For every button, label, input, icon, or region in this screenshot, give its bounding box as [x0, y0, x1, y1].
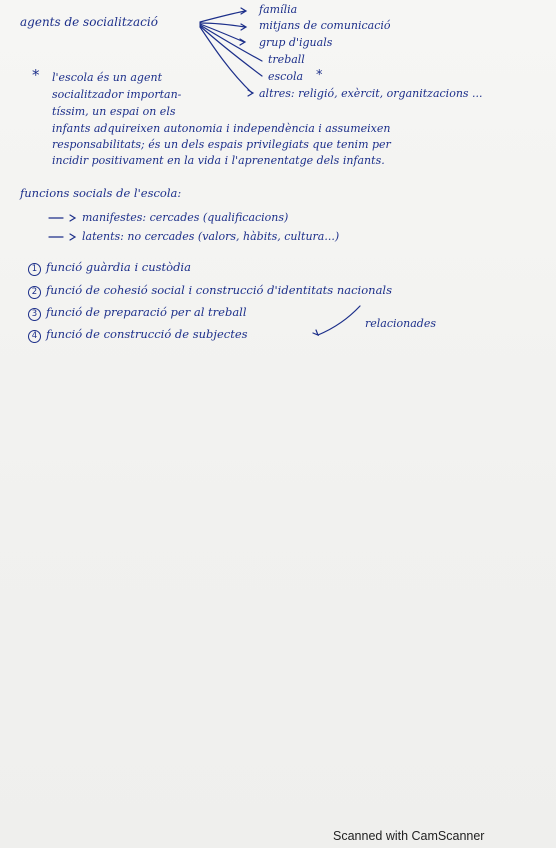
function-number-1: 1 — [28, 263, 41, 276]
branch-altres: altres: religió, exèrcit, organitzacions ... — [259, 87, 483, 100]
branch-mitjans-comunicacio: mitjans de comunicació — [259, 19, 391, 32]
type-latents: latents: no cercades (valors, hàbits, cultura...) — [82, 230, 340, 243]
related-note: relacionades — [365, 317, 436, 330]
branch-line-familia — [200, 11, 245, 22]
function-2-text: funció de cohesió social i construcció d'identitats nacionals — [46, 283, 393, 297]
agents-title: agents de socialització — [20, 15, 158, 29]
branch-line-grup — [200, 24, 244, 42]
branch-escola: escola — [268, 70, 304, 83]
branch-familia: família — [259, 3, 298, 16]
type-manifestes: manifestes: cercades (qualificacions) — [82, 211, 289, 224]
function-number-4: 4 — [28, 330, 41, 343]
note-line-6: incidir positivament en la vida i l'aprenentatge dels infants. — [52, 154, 385, 167]
branch-line-altres — [200, 27, 252, 93]
note-line-4: infants adquireixen autonomia i independència i assumeixen — [52, 122, 391, 135]
note-line-2: socialitzador importan- — [52, 88, 182, 101]
branch-line-treball — [200, 25, 262, 61]
note-line-3: tíssim, un espai on els — [52, 105, 176, 118]
related-link-curve — [318, 306, 360, 335]
function-3-text: funció de preparació per al treball — [46, 305, 247, 319]
function-number-3: 3 — [28, 308, 41, 321]
branch-grup-iguals: grup d'iguals — [259, 36, 333, 49]
branch-treball: treball — [268, 53, 305, 66]
branch-line-escola — [200, 26, 262, 76]
branch-line-mitjans — [200, 23, 245, 27]
note-line-5: responsabilitats; és un dels espais privilegiats que tenim per — [52, 138, 391, 151]
escola-asterisk: * — [316, 68, 323, 83]
function-1-text: funció guàrdia i custòdia — [46, 260, 191, 274]
note-asterisk: * — [32, 66, 40, 84]
note-line-1: l'escola és un agent — [52, 71, 162, 84]
functions-heading: funcions socials de l'escola: — [20, 186, 182, 200]
scanner-footer: Scanned with CamScanner — [333, 829, 485, 843]
function-4-text: funció de construcció de subjectes — [46, 327, 248, 341]
function-number-2: 2 — [28, 286, 41, 299]
